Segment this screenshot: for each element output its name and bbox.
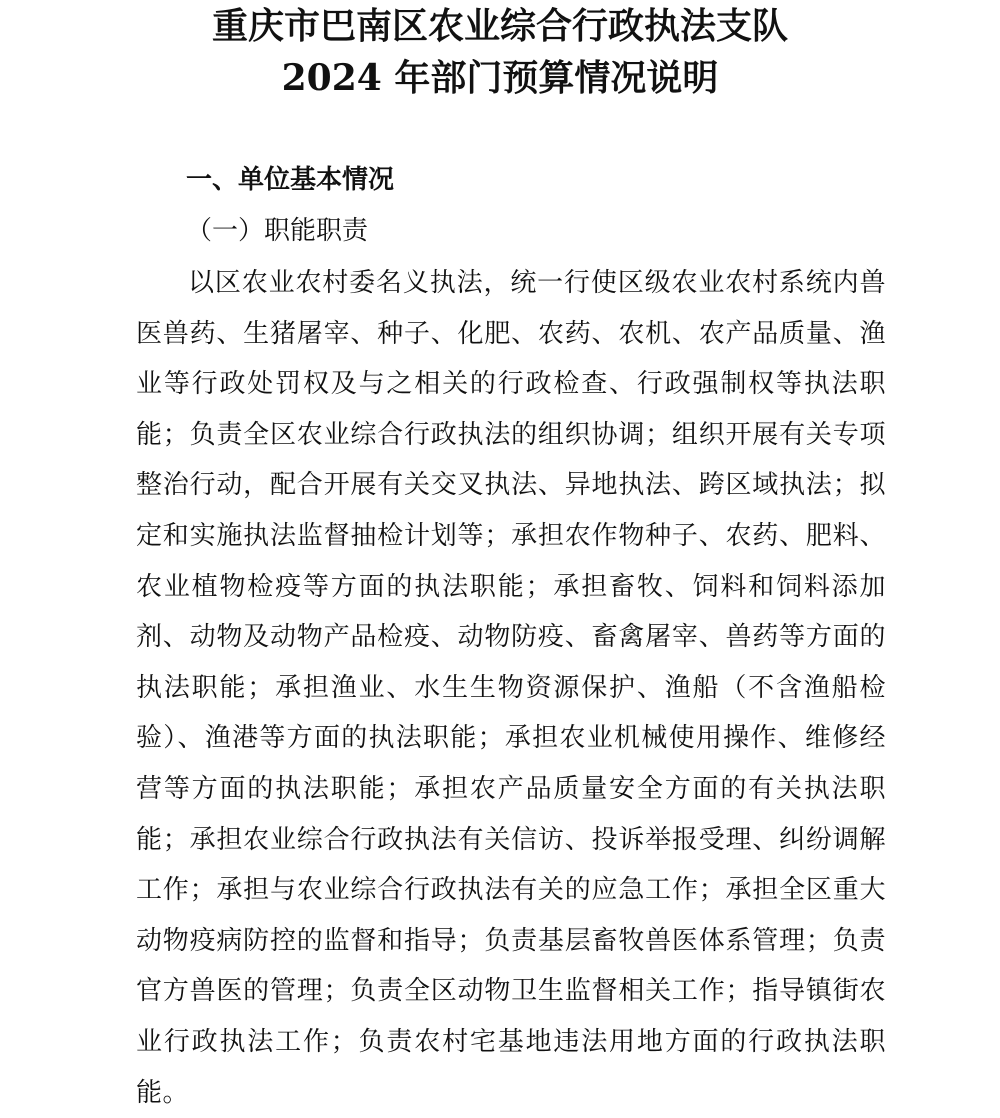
subsection-heading-duties: （一）职能职责: [186, 216, 369, 246]
document-title-line1: 重庆市巴南区农业综合行政执法支队: [211, 5, 788, 47]
document-title-line2: 2024 年部门预算情况说明: [281, 57, 719, 99]
duties-paragraph: 以区农业农村委名义执法，统一行使区级农业农村系统内兽医兽药、生猪屠宰、种子、化肥、农药、农机、农产品质量、渔业等行政处罚权及与之相关的行政检查、行政强制权等执法职能；负责全区农业综合行政执法的组织协调；组织开展有关专项整治行动，配合开展有关交叉执法、异地执法、跨区域执法；拟定和实施执法监督抽检计划等；承担农作物种子、农药、肥料、农业植物检疫等方面的执法职能；承担畜牧、饲料和饲料添加剂、动物及动物产品检疫、动物防疫、畜禽屠宰、兽药等方面的执法职能；承担渔业、水生生物资源保护、渔船（不含渔船检验）、渔港等方面的执法职能；承担农业机械使用操作、维修经营等方面的执法职能；承担农产品质量安全方面的有关执法职能；承担农业综合行政执法有关信访、投诉举报受理、纠纷调解工作；承担与农业综合行政执法有关的应急工作；承担全区重大动物疫病防控的监督和指导；负责基层畜牧兽医体系管理；负责官方兽医的管理；负责全区动物卫生监督相关工作；指导镇街农业行政执法工作；负责农村宅基地违法用地方面的行政执法职能。: [136, 268, 886, 1108]
section-heading-basic-info: 一、单位基本情况: [186, 165, 395, 195]
